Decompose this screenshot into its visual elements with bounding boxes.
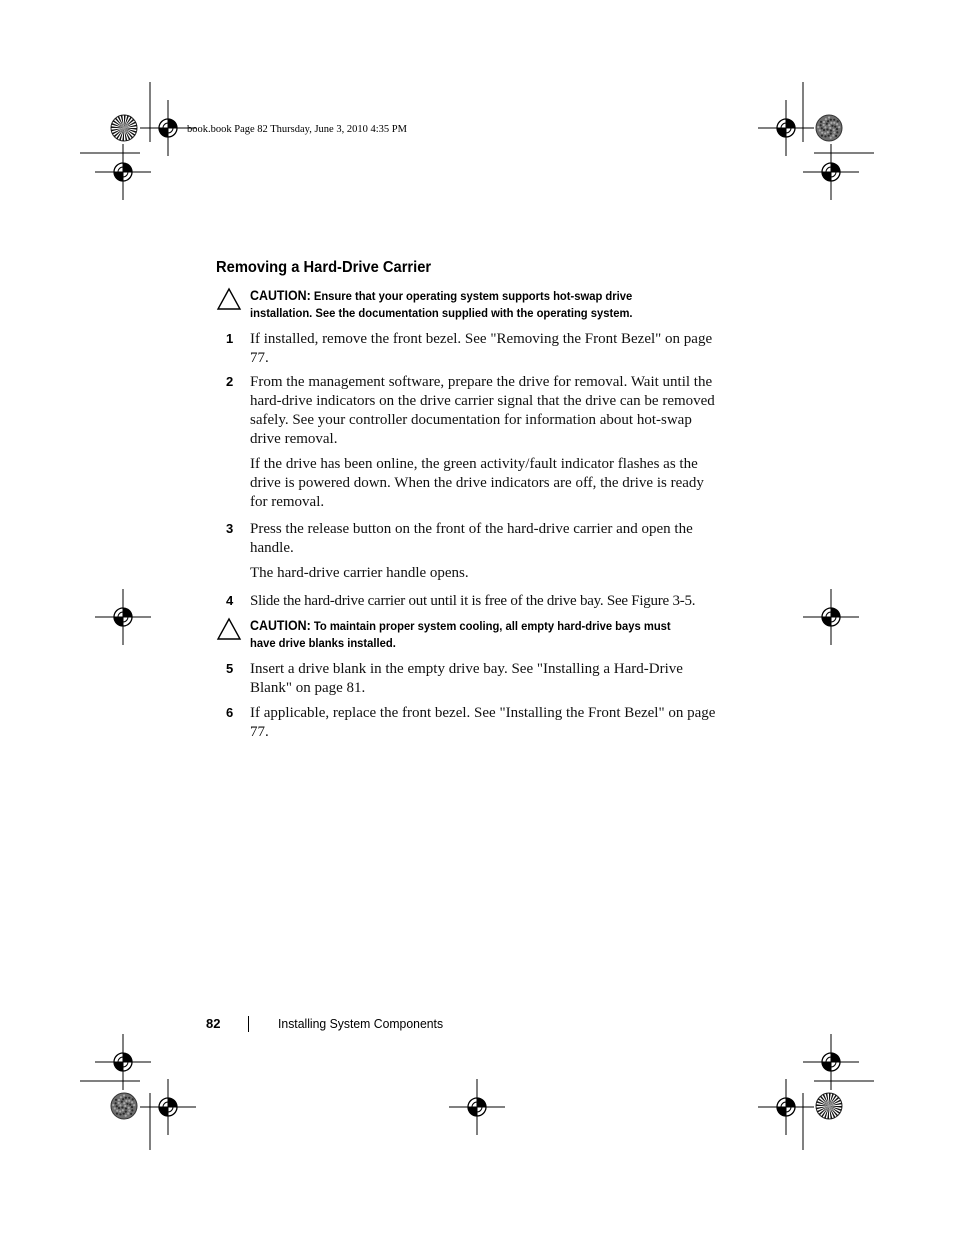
step-number: 5: [226, 661, 234, 676]
color-target-icon: [816, 115, 842, 141]
step-text: From the management software, prepare the drive for removal. Wait until the hard-drive indicators on the drive carrier signal that the drive can be removed safely. See your controller documentation for information about hot-swap drive removal.: [250, 374, 715, 447]
color-target-icon: [111, 1093, 137, 1119]
step-text: If installed, remove the front bezel. See "Removing the Front Bezel" on page 77.: [250, 331, 713, 366]
registration-mark-icon: [758, 100, 814, 156]
step-number: 3: [226, 521, 234, 536]
caution-text: [250, 287, 682, 322]
caution-body: Ensure that your operating system supports hot-swap drive installation. See the documentation supplied with the operating system.: [250, 289, 633, 320]
registration-mark-icon: [95, 1034, 151, 1090]
registration-mark-icon: [758, 1079, 814, 1135]
color-target-icon: [111, 115, 137, 141]
step-note: The hard-drive carrier handle opens.: [250, 565, 469, 581]
caution-label: CAUTION:: [250, 288, 311, 303]
step-number: 4: [226, 593, 234, 608]
registration-mark-icon: [140, 1079, 196, 1135]
step-number: 1: [226, 331, 234, 346]
caution-triangle-icon: [216, 617, 242, 641]
registration-mark-icon: [95, 144, 151, 200]
caution-body: To maintain proper system cooling, all empty hard-drive bays must have drive blanks installed.: [250, 619, 671, 650]
caution-triangle-icon: [216, 287, 242, 311]
caution-text: [250, 617, 682, 652]
print-slug: book.book Page 82 Thursday, June 3, 2010 4:35 PM: [187, 124, 407, 135]
step-text: Insert a drive blank in the empty drive bay. See "Installing a Hard-Drive Blank" on page 81.: [250, 661, 683, 696]
registration-mark-icon: [95, 589, 151, 645]
footer-divider: [248, 1016, 249, 1032]
registration-mark-icon: [803, 589, 859, 645]
color-target-icon: [816, 1093, 842, 1119]
registration-mark-icon: [803, 1034, 859, 1090]
step-text: Press the release button on the front of the hard-drive carrier and open the handle.: [250, 521, 693, 556]
step-number: 2: [226, 374, 234, 389]
section-title: Removing a Hard-Drive Carrier: [216, 259, 432, 276]
page-number: 82: [206, 1016, 221, 1031]
registration-mark-icon: [803, 144, 859, 200]
step-note: If the drive has been online, the green activity/fault indicator flashes as the drive is powered down. When the drive indicators are off, the drive is ready for removal.: [250, 456, 704, 510]
caution-label: CAUTION:: [250, 618, 311, 633]
footer-section-name: Installing System Components: [278, 1016, 444, 1031]
registration-mark-icon: [449, 1079, 505, 1135]
step-number: 6: [226, 705, 234, 720]
step-text: If applicable, replace the front bezel. See "Installing the Front Bezel" on page 77.: [250, 705, 716, 740]
step-text: Slide the hard-drive carrier out until it is free of the drive bay. See Figure 3-5.: [250, 593, 696, 609]
